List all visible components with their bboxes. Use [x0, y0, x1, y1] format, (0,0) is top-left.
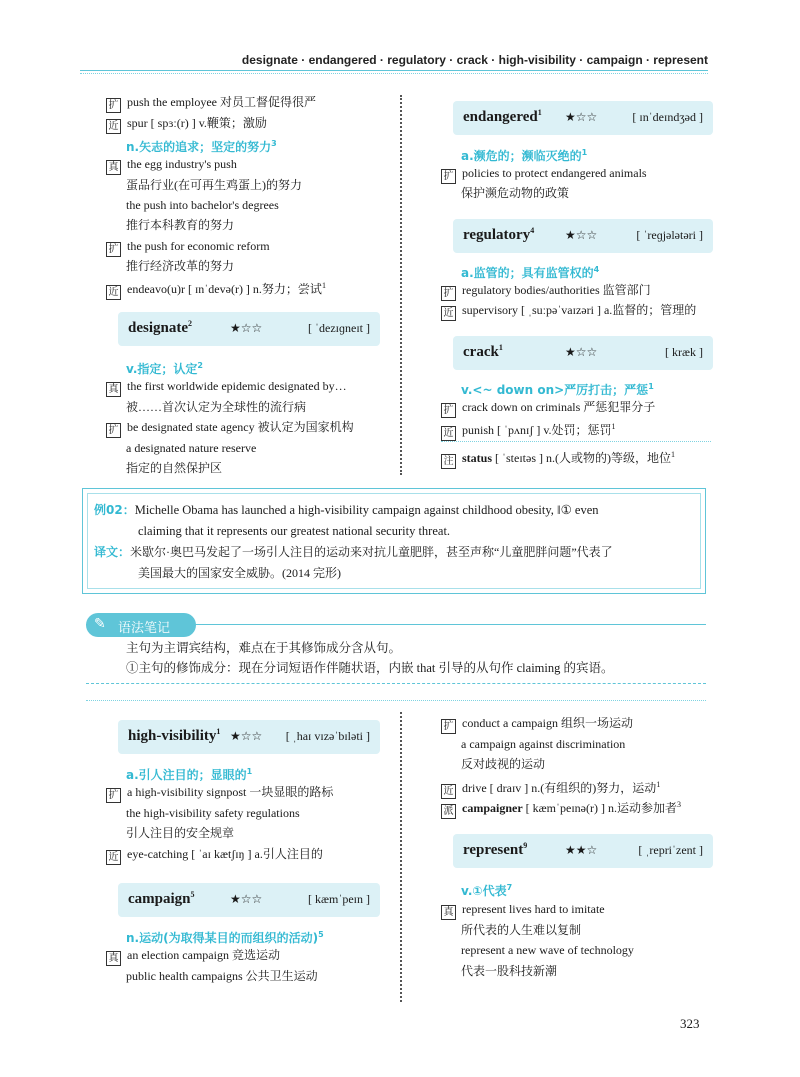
header-rule: [80, 70, 708, 71]
highvis-line-2: the high-visibility safety regulations: [126, 806, 300, 820]
designate-line-1: 真 the first worldwide epidemic designated by…: [106, 378, 347, 397]
regulatory-line-1: 扩 regulatory bodies/authorities 监管部门: [441, 282, 651, 301]
pen-icon: ✎: [94, 616, 106, 632]
tag-zhen: 真: [106, 160, 121, 175]
campaign-right-1: 扩 conduct a campaign 组织一场运动: [441, 715, 633, 734]
tag-kuo: 扩: [106, 788, 121, 803]
highvis-line-1: 扩 a high-visibility signpost 一块显眼的路标: [106, 784, 333, 803]
phonetic: [ ˌhaɪ vɪzəˈbɪləti ]: [285, 729, 370, 743]
campaign-right-2: a campaign against discrimination: [461, 737, 626, 751]
tag-jin: 近: [106, 285, 121, 300]
left-line-9: 推行经济改革的努力: [126, 259, 235, 273]
tag-kuo: 扩: [441, 403, 456, 418]
entry-designate: [118, 312, 380, 346]
left-line-10: 近 endeavo(u)r [ ɪnˈdevə(r) ] n.努力；尝试$^1$: [106, 278, 326, 300]
left-line-2: 近 spur [ spɜː(r) ] v.鞭策；激励: [106, 115, 267, 134]
rating-stars: ★☆☆: [230, 729, 263, 743]
left-line-4: 真 the egg industry's push: [106, 156, 237, 175]
section-rule: [86, 700, 706, 701]
grammar-line-2: ①主句的修饰成分：现在分词短语作伴随状语，内嵌 that 引导的从句作 claiming 的宾语。: [126, 661, 614, 675]
endangered-sense: a.濒危的；濒临灭绝的$^1$: [461, 148, 588, 163]
grammar-line-1: 主句为主谓宾结构，难点在于其修饰成分含从句。: [126, 641, 402, 655]
example-cn-1: 译文：米歇尔·奥巴马发起了一场引人注目的运动来对抗儿童肥胖，甚至声称“儿童肥胖问题”代表了: [94, 545, 613, 559]
tag-jin: 近: [441, 426, 456, 441]
column-divider: [400, 95, 406, 475]
designate-line-4: a designated nature reserve: [126, 441, 257, 455]
tag-kuo: 扩: [106, 242, 121, 257]
represent-line-2: 所代表的人生难以复制: [461, 923, 582, 937]
header-text: designate · endangered · regulatory · crack · high-visibility · campaign · represent: [241, 53, 708, 67]
headword: crack$^1$: [463, 343, 503, 360]
highvis-line-4: 近 eye-catching [ ˈaɪ kætʃɪŋ ] a.引人注目的: [106, 846, 323, 865]
rating-stars: ★★☆: [565, 843, 598, 857]
tag-kuo: 扩: [441, 286, 456, 301]
entry-regulatory: [453, 219, 713, 253]
tag-kuo: 扩: [106, 423, 121, 438]
example-en-1: 例02：Michelle Obama has launched a high-visibility campaign against childhood obesity, ‖① even: [94, 503, 599, 517]
page-number: 323: [680, 1016, 700, 1031]
tag-zhu: 注: [441, 454, 456, 469]
campaign-right-5: 派 campaigner [ kæmˈpeɪnə(r) ] n.运动参加者$^3$: [441, 797, 681, 819]
tag-kuo: 扩: [441, 719, 456, 734]
left-sense: n.矢志的追求；坚定的努力$^3$: [126, 139, 277, 154]
left-line-8: 扩 the push for economic reform: [106, 238, 270, 257]
headword: represent$^9$: [463, 841, 528, 858]
rating-stars: ★☆☆: [565, 228, 598, 242]
entry-high-visibility: [118, 720, 380, 754]
phonetic: [ ˈdezɪɡneɪt ]: [308, 321, 370, 335]
rating-stars: ★☆☆: [230, 892, 263, 906]
entry-endangered: [453, 101, 713, 135]
tag-zhen: 真: [441, 905, 456, 920]
example-cn-2: 美国最大的国家安全威胁。(2014 完形): [138, 566, 341, 580]
phonetic: [ ˌrepriˈzent ]: [638, 843, 703, 857]
running-header: [0, 50, 800, 74]
header-rule-dotted: [80, 73, 708, 74]
headword: regulatory$^4$: [463, 226, 535, 243]
regulatory-line-2: 近 supervisory [ ˌsuːpəˈvaɪzəri ] a.监督的；管理的: [441, 302, 696, 321]
example-en-2: claiming that it represents our greatest national security threat.: [138, 524, 451, 538]
crack-line-2: 近 punish [ ˈpʌnɪʃ ] v.处罚；惩罚$^1$: [441, 419, 616, 441]
tag-zhen: 真: [106, 382, 121, 397]
tag-jin: 近: [106, 119, 121, 134]
grammar-title: ✎ 语法笔记: [86, 613, 196, 637]
campaign-line-1: 真 an election campaign 竞选运动: [106, 947, 280, 966]
represent-line-3: represent a new wave of technology: [461, 943, 634, 957]
designate-line-5: 指定的自然保护区: [126, 461, 223, 475]
headword: endangered$^1$: [463, 108, 542, 125]
tag-zhen: 真: [106, 951, 121, 966]
left-line-5: 蛋品行业(在可再生鸡蛋上)的努力: [126, 178, 302, 192]
crack-note: 注 status [ ˈsteɪtəs ] n.(人或物的)等级，地位$^1$: [441, 447, 675, 469]
left-line-7: 推行本科教育的努力: [126, 218, 235, 232]
represent-line-1: 真 represent lives hard to imitate: [441, 901, 605, 920]
rating-stars: ★☆☆: [230, 321, 263, 335]
entry-represent: [453, 834, 713, 868]
designate-line-2: 被……首次认定为全球性的流行病: [126, 400, 307, 414]
regulatory-sense: a.监管的；具有监管权的$^4$: [461, 265, 600, 280]
represent-line-4: 代表一股科技新潮: [461, 964, 558, 978]
campaign-sense: n.运动(为取得某目的而组织的活动)$^5$: [126, 930, 324, 945]
left-line-1: 扩 push the employee 对员工督促得很严: [106, 94, 316, 113]
highvis-sense: a.引人注目的；显眼的$^1$: [126, 767, 253, 782]
rating-stars: ★☆☆: [565, 345, 598, 359]
endangered-line-1: 扩 policies to protect endangered animals: [441, 165, 647, 184]
campaign-right-4: 近 drive [ draɪv ] n.(有组织的)努力，运动$^1$: [441, 777, 660, 799]
tag-jin: 近: [441, 784, 456, 799]
rating-stars: ★☆☆: [565, 110, 598, 124]
entry-campaign: [118, 883, 380, 917]
phonetic: [ ɪnˈdeɪndʒəd ]: [632, 110, 703, 124]
tag-kuo: 扩: [441, 169, 456, 184]
crack-sense: v.<~ down on>严厉打击；严惩$^1$: [461, 382, 654, 397]
headword: high-visibility$^1$: [128, 727, 221, 744]
tag-pai: 派: [441, 804, 456, 819]
crack-line-1: 扩 crack down on criminals 严惩犯罪分子: [441, 399, 655, 418]
represent-sense: v.①代表$^7$: [461, 883, 513, 898]
designate-sense: v.指定；认定$^2$: [126, 361, 203, 376]
designate-line-3: 扩 be designated state agency 被认定为国家机构: [106, 419, 354, 438]
endangered-line-2: 保护濒危动物的政策: [461, 186, 570, 200]
entry-crack: [453, 336, 713, 370]
phonetic: [ kæmˈpeɪn ]: [308, 892, 370, 906]
headword: campaign$^5$: [128, 890, 195, 907]
phonetic: [ ˈreɡjələtəri ]: [636, 228, 703, 242]
tag-jin: 近: [106, 850, 121, 865]
headword: designate$^2$: [128, 319, 192, 336]
campaign-right-3: 反对歧视的运动: [461, 757, 546, 771]
tag-jin: 近: [441, 306, 456, 321]
tag-kuo: 扩: [106, 98, 121, 113]
phonetic: [ kræk ]: [665, 345, 703, 359]
left-line-6: the push into bachelor's degrees: [126, 198, 279, 212]
highvis-line-3: 引人注目的安全规章: [126, 826, 235, 840]
column-divider-lower: [400, 712, 406, 1002]
campaign-line-2: public health campaigns 公共卫生运动: [126, 969, 318, 983]
note-rule: [441, 441, 711, 442]
